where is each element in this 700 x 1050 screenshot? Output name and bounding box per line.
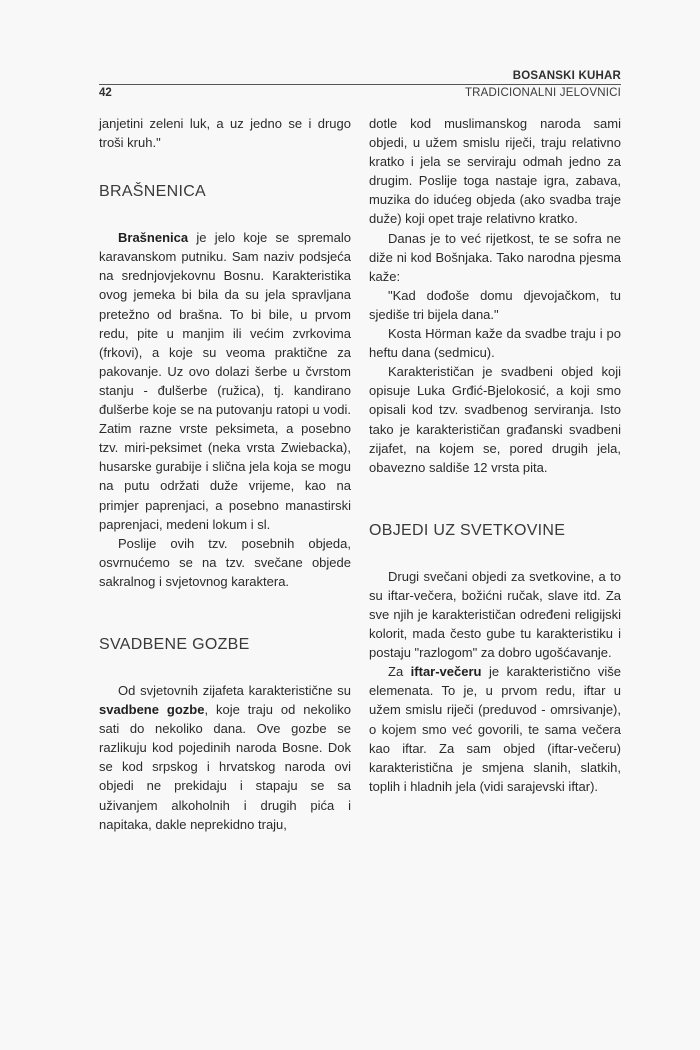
paragraph-continued-right: dotle kod muslimanskog naroda sami objedi, u užem smislu riječi, traju relativno kratko i jela se serviraju odmah jedno za drugim. Poslije toga nastaje igra, zabava, muzika do idućeg objeda (ako svadba traje duže) koji opet traje relativno kratko. xyxy=(369,116,621,227)
paragraph-kosta-horman: Kosta Hörman kaže da svadbe traju i po heftu dana (sedmicu). xyxy=(369,326,621,361)
paragraph-folk-song-quote: "Kad dođoše domu djevojačkom, tu sjediše tri bijela dana." xyxy=(369,287,621,322)
paragraph-svadbene-post: , koje traju od nekoliko sati do nekoliko dana. Ove gozbe se razlikuju kod pojedinih naroda Bosne. Dok se kod srpskog i hrvatskog naroda ovi objedi ne prekidaju i stapaju se sa uživanjem alkoholnih i drugih pića i napitaka, dakle neprekidno traju, xyxy=(99,702,351,832)
paragraph-danas: Danas je to već rijetkost, te se sofra ne diže ni kod Bošnjaka. Tako narodna pjesma kaže: xyxy=(369,230,621,284)
body-columns xyxy=(99,114,621,834)
term-brasnenica: Brašnenica xyxy=(118,230,189,246)
left-column xyxy=(99,114,351,834)
book-title: BOSANSKI KUHAR xyxy=(512,70,621,82)
header-rule xyxy=(99,84,621,85)
paragraph-iftar-pre: Za xyxy=(388,664,411,680)
heading-objedi-uz-svetkovine: OBJEDI UZ SVETKOVINE xyxy=(369,521,566,539)
paragraph-svadbene xyxy=(99,681,351,834)
paragraph-continued: janjetini zeleni luk, a uz jedno se i drugo troši kruh." xyxy=(99,116,351,151)
heading-brasnenica: BRAŠNENICA xyxy=(99,183,207,201)
heading-svadbene-gozbe: SVADBENE GOZBE xyxy=(99,635,250,653)
paragraph-iftar-post: je karakteristično više elemenata. To je, u prvom redu, iftar u užem smislu riječi (preduvod - omrsivanje), o kojem smo već govorili, te sama večera kao iftar. Za sam objed (iftar-večeru) karakteristična je smjena slanih, slatkih, toplih i hladnih jela (vidi sarajevski iftar). xyxy=(369,664,621,794)
running-head xyxy=(99,70,621,99)
page-number: 42 xyxy=(99,87,112,99)
paragraph-brasnenica-text: je jelo koje se spremalo karavanskom putniku. Sam naziv podsjeća na srednjovjekovnu Bosnu. Karakteristika ovog jemeka bi bila da su jela spravljana pretežno od brašna. To bi bile, u prvom redu, pite u manjim ili većim zvrkovima (frkovi), a koje su veoma praktične za pakovanje. Uz ovo dolazi šerbe u čvrstom stanju - đulšerbe (ružica), tj. kandirano đulšerbe koje se na putovanju ratopi u vodi. Zatim razne vrste peksimeta, a posebno tzv. miri-peksimet (neka vrsta Zwiebacka), husarske gurabije i slična jela koja se mogu na putu održati duže vrijeme, kao na primjer paprenjaci, a posebno manastirski paprenjaci, medeni lokum i sl. xyxy=(99,230,351,532)
paragraph-svadbene-pre: Od svjetovnih zijafeta karakteristične su xyxy=(118,682,351,698)
term-svadbene-gozbe: svadbene gozbe xyxy=(99,702,205,718)
paragraph-iftar xyxy=(369,662,621,796)
paragraph-drugi-svecani: Drugi svečani objedi za svetkovine, a to su iftar-večera, božićni ručak, slave itd. Za sve njih je karakterističan određeni religijski kolorit, mada često gube tu karakteristiku i postaju "razlogom" za dobro ugošćavanje. xyxy=(369,568,621,661)
term-iftar-veceru: iftar-večeru xyxy=(410,664,482,680)
section-title: TRADICIONALNI JELOVNICI xyxy=(464,87,621,99)
paragraph-brasnenica xyxy=(99,228,351,534)
paragraph-karakteristican: Karakterističan je svadbeni objed koji opisuje Luka Grđić-Bjelokosić, a koji smo opisali kod tzv. svadbenog serviranja. Isto tako je karakterističan građanski svadbeni zijafet, na kojem se, pored drugih jela, obavezno saldiše 12 vrsta pita. xyxy=(369,364,621,475)
right-column xyxy=(369,114,621,834)
paragraph-poslije: Poslije ovih tzv. posebnih objeda, osvrnućemo se na tzv. svečane objede sakralnog i svjetovnog karaktera. xyxy=(99,535,351,589)
